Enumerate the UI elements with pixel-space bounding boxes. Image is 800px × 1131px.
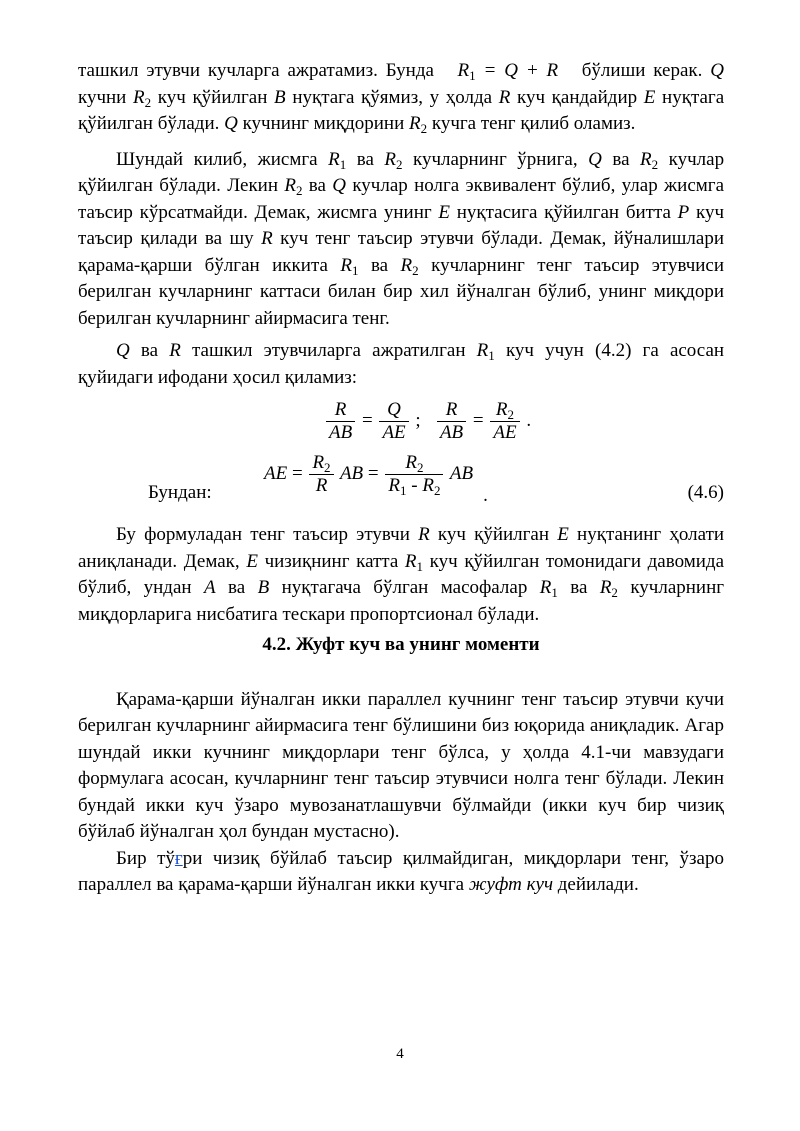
paragraph-2: Шундай килиб, жисмга $R_1$ ва $R_2$ кучларнинг ўрнига, Q ва $R_2$ кучлар қўйилган бўлади. Лекин $R_2$ ва Q кучлар нолга эквивалент бўлиб, улар жисмга таъсир кўрсатмайди. Демак, жисмга унинг E нуқтасига қўйилган битта P куч таъсир қилади ва шу R куч тенг таъсир этувчи бўлади. Демак, йўналишлари қарама-қарши бўлган иккита $R_1$ ва $R_2$ кучларнинг тенг таъсир этувчиси берилган кучларнинг каттаси билан бир хил йўналган бўлиб, унинг миқдори берилган кучларнинг айирмасига тенг. bbox=[78, 148, 725, 329]
proportion-formula: $\frac{R}{AB}$ = $\frac{Q}{AE}$ ; $\frac{R}{AB}$ = $\frac{R_2}{AE}$ . bbox=[78, 399, 724, 444]
document-page bbox=[78, 58, 724, 899]
formula-inline: $R_1 = Q + R$ bbox=[441, 60, 574, 83]
page-number: 4 bbox=[396, 1046, 404, 1062]
formula-4-6: Бундан: AE = $\frac{R_2}{R}$ AB = $\frac{R_2}{R_1 - R_2}$ AB. (4.6) bbox=[148, 452, 724, 506]
paragraph-5: Қарама-қарши йўналган икки параллел кучнинг тенг таъсир этувчи кучи берилган кучларнинг айирмасига тенг бўлишини биз юқорида аниқладик. Агар шундай икки кучнинг миқдорлари тенг бўлса, у ҳолда 4.1-чи мавзудаги формулага асосан, кучларнинг тенг таъсир этувчиси нолга тенг бўлади. Лекин бундай икки куч ўзаро мувозанатлашувчи бўлмайди (икки куч бир чизиқ бўйлаб йўналган ҳол бундан мустасно). bbox=[78, 688, 724, 842]
equation-number: (4.6) bbox=[687, 482, 724, 503]
ae-formula: AE = $\frac{R_2}{R}$ AB = $\frac{R_2}{R_1 - R_2}$ AB. bbox=[264, 452, 488, 506]
paragraph-6: Бир тўғри чизиқ бўйлаб таъсир қилмайдиган, миқдорлари тенг, ўзаро параллел ва қарама-қарши йўналган икки кучга жуфт куч дейилади. bbox=[78, 847, 724, 895]
hyperlink[interactable]: ғ bbox=[174, 847, 183, 869]
paragraph-4: Бу формуладан тенг таъсир этувчи R куч қўйилган E нуқтанинг ҳолати аниқланади. Демак, E чизиқнинг катта $R_1$ куч қўйилган томонидаги давомида бўлиб, ундан A ва B нуқтагача бўлган масофалар $R_1$ ва $R_2$ кучларнинг миқдорларига нисбатига тескари пропортсионал бўлади. bbox=[78, 524, 725, 625]
section-heading: 4.2. Жуфт куч ва унинг моменти bbox=[262, 634, 540, 655]
emphasized-term: жуфт куч bbox=[468, 874, 554, 895]
paragraph-1: ташкил этувчи кучларга ажратамиз. Бунда $R_1 = Q + R$ бўлиши керак. Q кучни $R_2$ куч қўйилган B нуқтага қўямиз, у ҳолда R куч қандайдир E нуқтага қўйилган бўлади. Q кучнинг миқдорини $R_2$ кучга тенг қилиб оламиз. bbox=[78, 60, 725, 136]
paragraph-3: Q ва R ташкил этувчиларга ажратилган $R_1$ куч учун (4.2) га асосан қуйидаги ифодани ҳосил қиламиз: bbox=[78, 340, 725, 388]
